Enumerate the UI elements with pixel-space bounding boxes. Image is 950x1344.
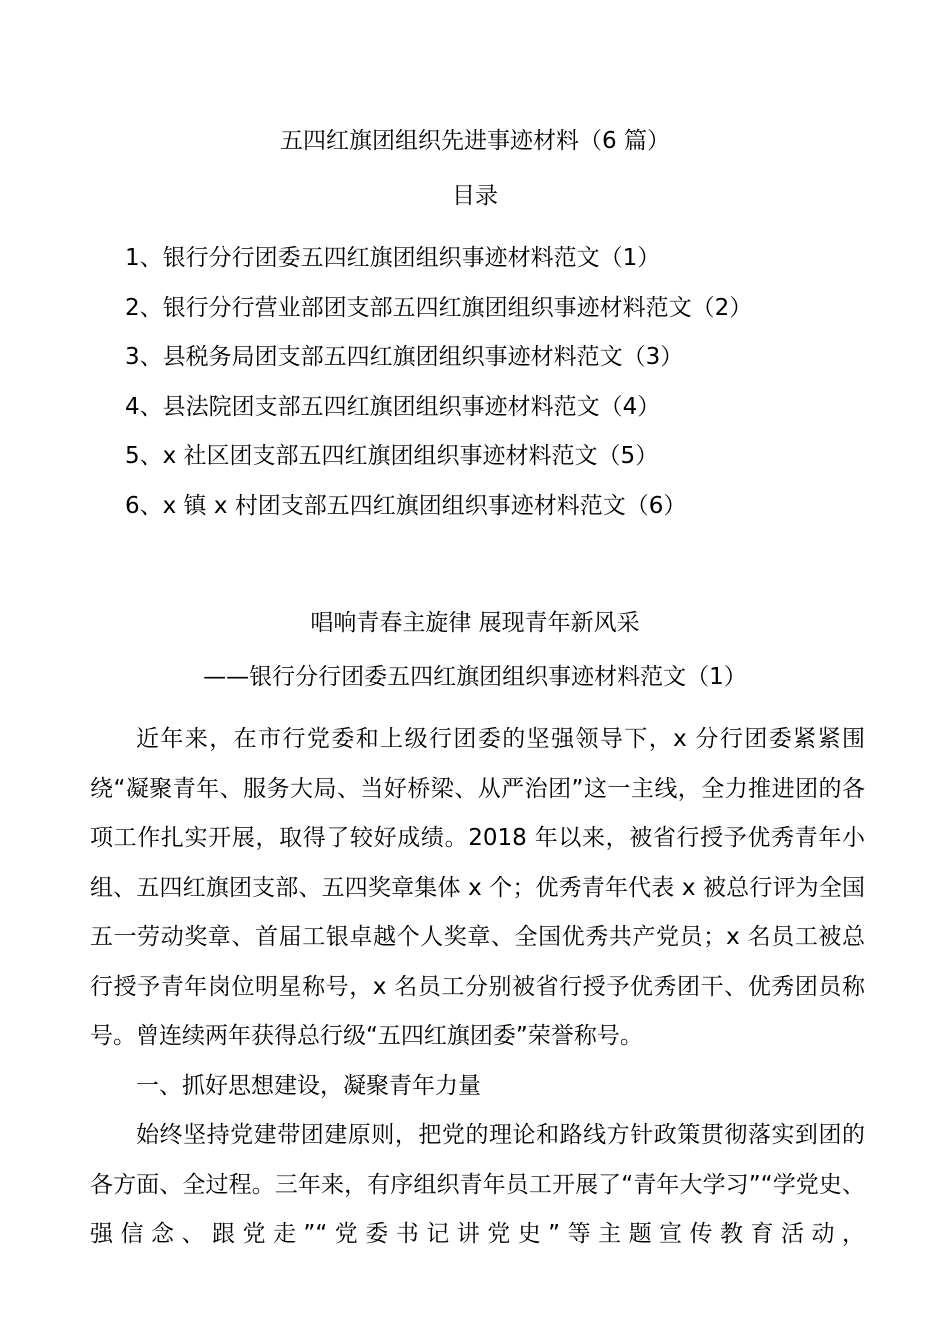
toc-item: 6、x 镇 x 村团支部五四红旗团组织事迹材料范文（6） xyxy=(125,492,687,519)
article-subtitle: ——银行分行团委五四红旗团组织事迹材料范文（1） xyxy=(203,664,747,690)
body-paragraph: 近年来，在市行党委和上级行团委的坚强领导下，x 分行团委紧紧围绕“凝聚青年、服务大局、当好桥梁、从严治团”这一主线，全力推进团的各项工作扎实开展，取得了较好成绩。2018 年以来，被省行授予优秀青年小组、五四红旗团支部、五四奖章集体 x 个；优秀青年代表 x 被总行评为全国五一劳动奖章、首届工银卓越个人奖章、全国优秀共产党员；x 名员工被总行授予青年岗位明星称号，x 名员工分别被省行授予优秀团干、优秀团员称号。曾连续两年获得总行级“五四红旗团委”荣誉称号。 xyxy=(90,726,865,1049)
article-body xyxy=(90,715,865,1260)
toc-item: 4、县法院团支部五四红旗团组织事迹材料范文（4） xyxy=(125,393,661,420)
body-paragraph: 始终坚持党建带团建原则，把党的理论和路线方针政策贯彻落实到团的各方面、全过程。三年来，有序组织青年员工开展了“青年大学习”“学党史、强信念、跟党走”“党委书记讲党史”等主题宣传教育活动， xyxy=(90,1122,865,1247)
section-heading: 一、抓好思想建设，凝聚青年力量 xyxy=(136,1072,481,1099)
table-of-contents xyxy=(125,243,752,541)
toc-item: 3、县税务局团支部五四红旗团组织事迹材料范文（3） xyxy=(125,344,684,371)
toc-item: 2、银行分行营业部团支部五四红旗团组织事迹材料范文（2） xyxy=(125,294,753,321)
toc-item: 5、x 社区团支部五四红旗团组织事迹材料范文（5） xyxy=(125,443,659,470)
article-title: 唱响青春主旋律 展现青年新风采 xyxy=(310,610,640,636)
document-title: 五四红旗团组织先进事迹材料（6 篇） xyxy=(280,128,670,154)
toc-heading: 目录 xyxy=(452,183,498,209)
toc-item: 1、银行分行团委五四红旗团组织事迹材料范文（1） xyxy=(125,245,661,271)
